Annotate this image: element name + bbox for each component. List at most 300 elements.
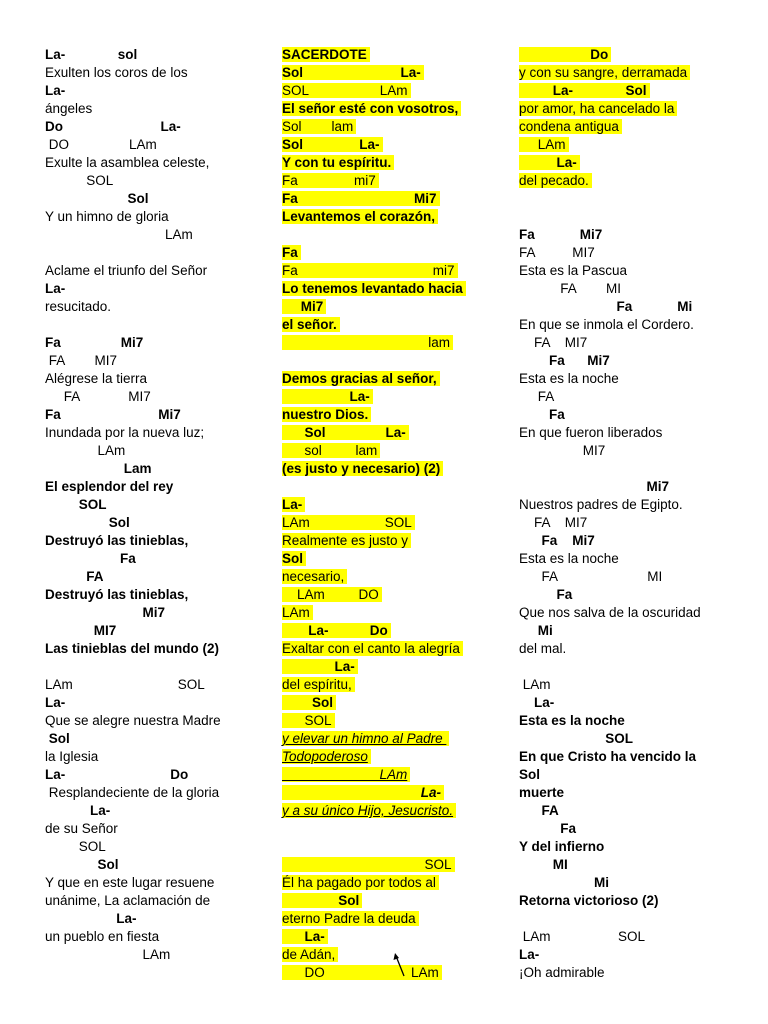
lyric-line: [519, 910, 744, 928]
lyric-line: [519, 802, 744, 820]
lyric-text: SOL LAm: [282, 83, 411, 98]
lyric-text: FA MI7: [519, 335, 588, 350]
lyric-line: [45, 424, 273, 442]
lyric-line: [282, 802, 490, 820]
lyric-line: [519, 892, 744, 910]
lyric-text: La-: [45, 281, 66, 296]
lyric-text: Sol La-: [282, 137, 383, 152]
lyric-line: [45, 712, 273, 730]
lyric-line: [282, 550, 490, 568]
lyric-text: unánime, La aclamación de: [45, 893, 211, 908]
lyric-line: [519, 820, 744, 838]
lyric-line: [45, 244, 273, 262]
lyric-text: La-: [45, 83, 66, 98]
lyric-line: [45, 64, 273, 82]
lyric-text: FA MI7: [519, 515, 588, 530]
lyric-line: [282, 640, 490, 658]
lyric-text: Sol: [45, 857, 119, 872]
lyric-line: [282, 622, 490, 640]
lyric-line: [282, 712, 490, 730]
lyric-line: [45, 802, 273, 820]
lyric-line: [282, 478, 490, 496]
lyric-line: [282, 154, 490, 172]
lyrics-column-left: [45, 46, 273, 964]
lyric-line: [45, 856, 273, 874]
lyric-line: [519, 244, 744, 262]
lyric-line: [45, 892, 273, 910]
lyric-line: [45, 100, 273, 118]
lyric-text: muerte: [519, 785, 565, 800]
lyric-text: MI: [519, 857, 568, 872]
lyric-text: Sol: [519, 767, 541, 782]
lyric-text: La- Sol: [519, 83, 650, 98]
lyric-line: [282, 136, 490, 154]
lyric-line: [45, 694, 273, 712]
lyric-text: LAm: [45, 947, 171, 962]
lyric-line: [519, 586, 744, 604]
lyric-text: nuestro Dios.: [282, 407, 371, 422]
lyric-line: [282, 586, 490, 604]
lyric-text: del mal.: [519, 641, 567, 656]
lyric-line: [45, 388, 273, 406]
lyric-line: [519, 460, 744, 478]
lyric-line: [282, 262, 490, 280]
lyric-text: por amor, ha cancelado la: [519, 101, 677, 116]
lyric-line: [45, 316, 273, 334]
lyric-line: [282, 694, 490, 712]
lyric-text: Destruyó las tinieblas,: [45, 587, 189, 602]
lyric-text: Demos gracias al señor,: [282, 371, 440, 386]
lyric-line: [45, 532, 273, 550]
lyric-text: LAm DO: [282, 587, 382, 602]
lyric-line: [282, 532, 490, 550]
lyric-line: [45, 784, 273, 802]
lyric-text: SOL: [519, 731, 634, 746]
lyric-line: [282, 334, 490, 352]
lyric-text: FA MI: [519, 569, 663, 584]
lyric-text: la Iglesia: [45, 749, 99, 764]
lyric-line: [282, 910, 490, 928]
lyric-text: Sol: [45, 515, 130, 530]
lyric-text: FA MI7: [45, 353, 118, 368]
lyric-line: [282, 892, 490, 910]
lyric-text: Mi7: [282, 299, 326, 314]
lyric-line: [45, 172, 273, 190]
lyric-text: Sol lam: [282, 119, 356, 134]
lyric-text: SOL: [282, 713, 335, 728]
lyric-line: [519, 154, 744, 172]
lyric-text: La-: [282, 659, 358, 674]
lyric-line: [282, 370, 490, 388]
lyric-line: [519, 568, 744, 586]
lyric-line: [45, 748, 273, 766]
lyric-text: Y que en este lugar resuene: [45, 875, 215, 890]
lyric-text: LAm: [282, 605, 313, 620]
lyric-line: [282, 820, 490, 838]
lyric-text: La-: [519, 695, 555, 710]
lyric-text: Que nos salva de la oscuridad: [519, 605, 701, 620]
lyric-text: Fa: [519, 407, 565, 422]
lyric-line: [282, 46, 490, 64]
lyric-text: Sol La-: [282, 65, 424, 80]
lyric-text: LAm: [519, 677, 551, 692]
lyric-line: [282, 838, 490, 856]
lyric-line: [45, 298, 273, 316]
lyric-text: MI7: [45, 623, 117, 638]
lyric-line: [45, 352, 273, 370]
lyric-text: Y un himno de gloria: [45, 209, 169, 224]
lyric-text: y a su único Hijo, Jesucristo.: [282, 803, 456, 818]
lyric-text: LAm: [45, 443, 126, 458]
lyric-text: Alégrese la tierra: [45, 371, 148, 386]
lyric-line: [45, 334, 273, 352]
lyric-line: [519, 766, 744, 784]
lyric-line: [519, 838, 744, 856]
lyric-line: [519, 316, 744, 334]
lyric-line: [519, 172, 744, 190]
lyric-text: Lo tenemos levantado hacia: [282, 281, 466, 296]
lyric-line: [45, 442, 273, 460]
lyric-line: [519, 442, 744, 460]
lyric-text: Y con tu espíritu.: [282, 155, 394, 170]
lyric-line: [282, 316, 490, 334]
lyric-line: [45, 478, 273, 496]
lyric-text: Aclame el triunfo del Señor: [45, 263, 208, 278]
lyric-line: [282, 568, 490, 586]
lyric-line: [45, 406, 273, 424]
lyric-line: [519, 334, 744, 352]
lyric-text: Fa: [519, 587, 573, 602]
lyric-line: [519, 388, 744, 406]
lyric-text: Fa Mi7: [519, 533, 595, 548]
lyric-text: La-: [282, 389, 373, 404]
lyric-line: [45, 550, 273, 568]
lyric-line: [519, 226, 744, 244]
lyric-line: [45, 262, 273, 280]
lyric-line: [45, 658, 273, 676]
lyric-line: [282, 244, 490, 262]
lyric-text: SOL: [282, 857, 455, 872]
lyric-line: [45, 838, 273, 856]
lyric-text: SOL: [45, 497, 107, 512]
lyric-text: En que Cristo ha vencido la: [519, 749, 697, 764]
lyric-text: La- Do: [282, 623, 391, 638]
lyric-line: [45, 676, 273, 694]
lyric-text: En que fueron liberados: [519, 425, 663, 440]
lyric-text: LAm: [45, 227, 193, 242]
lyric-text: Y del infierno: [519, 839, 605, 854]
lyric-line: [282, 406, 490, 424]
lyric-text: La-: [45, 803, 111, 818]
lyric-text: necesario,: [282, 569, 347, 584]
lyric-line: [519, 622, 744, 640]
lyric-line: [519, 640, 744, 658]
lyric-line: [45, 604, 273, 622]
lyric-text: Sol: [45, 731, 70, 746]
lyric-text: Sol: [45, 191, 149, 206]
lyric-text: Destruyó las tinieblas,: [45, 533, 189, 548]
lyric-line: [519, 964, 744, 982]
lyric-text: Exaltar con el canto la alegría: [282, 641, 463, 656]
lyric-line: [519, 874, 744, 892]
lyric-line: [519, 406, 744, 424]
lyric-text: Fa Mi7: [519, 227, 603, 242]
lyric-line: [45, 226, 273, 244]
lyric-text: El señor esté con vosotros,: [282, 101, 461, 116]
lyric-line: [282, 874, 490, 892]
lyric-text: (es justo y necesario) (2): [282, 461, 443, 476]
lyric-line: [519, 748, 744, 766]
lyric-line: [519, 82, 744, 100]
lyric-text: Retorna victorioso (2): [519, 893, 659, 908]
lyric-line: [519, 604, 744, 622]
lyric-line: [282, 64, 490, 82]
lyric-line: [519, 298, 744, 316]
lyric-text: Fa: [45, 551, 136, 566]
lyric-line: [45, 460, 273, 478]
lyric-text: Esta es la Pascua: [519, 263, 628, 278]
lyric-line: [282, 82, 490, 100]
lyric-line: [282, 766, 490, 784]
lyric-line: [45, 640, 273, 658]
lyric-line: [45, 370, 273, 388]
lyric-text: Fa Mi7: [45, 407, 181, 422]
lyric-text: LAm: [519, 137, 569, 152]
lyric-text: Fa Mi7: [282, 191, 440, 206]
lyric-text: La-: [45, 695, 66, 710]
lyric-text: LAm SOL: [519, 929, 646, 944]
lyric-text: ángeles: [45, 101, 93, 116]
lyrics-column-middle: [282, 46, 490, 982]
lyric-text: Do: [519, 47, 611, 62]
lyric-text: La- sol: [45, 47, 138, 62]
lyric-line: [519, 514, 744, 532]
lyric-line: [519, 352, 744, 370]
lyric-line: [45, 766, 273, 784]
lyric-line: [282, 352, 490, 370]
lyric-text: Exulten los coros de los: [45, 65, 188, 80]
lyric-line: [282, 172, 490, 190]
lyric-text: Resplandeciente de la gloria: [45, 785, 220, 800]
lyric-text: del pecado.: [519, 173, 592, 188]
lyric-text: y con su sangre, derramada: [519, 65, 690, 80]
lyric-text: Inundada por la nueva luz;: [45, 425, 205, 440]
lyric-line: [282, 496, 490, 514]
lyric-text: La-: [45, 911, 137, 926]
lyric-text: un pueblo en fiesta: [45, 929, 160, 944]
lyric-text: el señor.: [282, 317, 340, 332]
lyric-text: FA: [519, 803, 559, 818]
lyric-line: [282, 604, 490, 622]
lyric-text: Fa Mi7: [45, 335, 144, 350]
lyric-line: [519, 424, 744, 442]
lyric-line: [282, 208, 490, 226]
lyric-text: y elevar un himno al Padre: [282, 731, 449, 746]
lyric-line: [45, 190, 273, 208]
lyric-line: [45, 46, 273, 64]
lyric-line: [282, 298, 490, 316]
lyric-text: Sol La-: [282, 425, 409, 440]
lyric-line: [45, 280, 273, 298]
lyric-line: [282, 514, 490, 532]
lyric-line: [282, 658, 490, 676]
lyric-text: Mi7: [45, 605, 166, 620]
mouse-arrow-icon: [393, 952, 407, 978]
lyric-text: SOL: [45, 173, 114, 188]
lyric-line: [282, 784, 490, 802]
lyric-text: La-: [519, 155, 580, 170]
lyric-text: FA: [519, 389, 555, 404]
lyric-text: LAm SOL: [282, 515, 415, 530]
lyric-line: [282, 676, 490, 694]
lyric-line: [519, 496, 744, 514]
lyric-text: MI7: [519, 443, 606, 458]
lyric-line: [519, 532, 744, 550]
lyric-line: [519, 694, 744, 712]
lyric-line: [45, 568, 273, 586]
lyric-line: [519, 784, 744, 802]
lyric-line: [519, 658, 744, 676]
lyric-line: [519, 100, 744, 118]
lyric-text: Lam: [45, 461, 152, 476]
lyric-line: [519, 928, 744, 946]
lyric-text: FA MI7: [45, 389, 151, 404]
lyric-line: [519, 856, 744, 874]
lyric-text: La-: [282, 785, 444, 800]
lyric-line: [282, 100, 490, 118]
lyric-text: Esta es la noche: [519, 551, 619, 566]
lyric-text: Fa: [519, 821, 577, 836]
lyric-text: FA MI7: [519, 245, 595, 260]
lyric-line: [519, 208, 744, 226]
lyric-text: Realmente es justo y: [282, 533, 411, 548]
lyric-line: [45, 820, 273, 838]
lyric-text: Sol: [282, 551, 306, 566]
lyrics-column-right: [519, 46, 744, 982]
lyric-text: Todopoderoso: [282, 749, 371, 764]
lyric-text: DO LAm: [282, 965, 442, 980]
lyric-text: Mi7: [519, 479, 670, 494]
lyric-line: [519, 370, 744, 388]
lyric-text: condena antigua: [519, 119, 622, 134]
lyric-text: Sol: [282, 893, 362, 908]
lyric-line: [282, 730, 490, 748]
lyric-line: [519, 712, 744, 730]
lyric-line: [45, 118, 273, 136]
lyric-line: [519, 64, 744, 82]
lyric-text: Esta es la noche: [519, 371, 619, 386]
lyric-text: Fa Mi: [519, 299, 693, 314]
lyric-line: [282, 928, 490, 946]
lyric-line: [45, 946, 273, 964]
lyric-line: [45, 928, 273, 946]
lyric-line: [282, 964, 490, 982]
lyric-text: SACERDOTE: [282, 47, 370, 62]
lyric-line: [519, 280, 744, 298]
lyric-text: eterno Padre la deuda: [282, 911, 419, 926]
lyric-text: La-: [282, 497, 305, 512]
lyric-line: [519, 190, 744, 208]
lyric-text: Las tinieblas del mundo (2): [45, 641, 220, 656]
lyric-line: [45, 208, 273, 226]
lyric-line: [282, 460, 490, 478]
lyric-line: [45, 874, 273, 892]
lyric-line: [45, 622, 273, 640]
lyric-text: sol lam: [282, 443, 380, 458]
lyric-text: Levantemos el corazón,: [282, 209, 438, 224]
lyric-line: [519, 550, 744, 568]
lyric-text: ¡Oh admirable: [519, 965, 605, 980]
lyric-text: lam: [282, 335, 453, 350]
lyric-text: Que se alegre nuestra Madre: [45, 713, 221, 728]
lyric-text: FA: [45, 569, 104, 584]
lyric-line: [519, 118, 744, 136]
lyric-line: [45, 910, 273, 928]
lyric-text: Mi: [519, 875, 610, 890]
lyric-text: Fa mi7: [282, 173, 379, 188]
lyric-text: del espíritu,: [282, 677, 355, 692]
lyric-text: Nuestros padres de Egipto.: [519, 497, 683, 512]
lyric-text: Fa Mi7: [519, 353, 610, 368]
lyric-text: Él ha pagado por todos al: [282, 875, 439, 890]
lyric-text: En que se inmola el Cordero.: [519, 317, 694, 332]
lyric-line: [45, 82, 273, 100]
lyric-text: Mi: [519, 623, 553, 638]
lyric-line: [282, 388, 490, 406]
lyric-text: LAm SOL: [45, 677, 205, 692]
lyric-text: Sol: [282, 695, 336, 710]
lyric-line: [282, 424, 490, 442]
lyric-text: Do La-: [45, 119, 181, 134]
lyric-text: Esta es la noche: [519, 713, 625, 728]
lyric-line: [45, 586, 273, 604]
lyric-text: El esplendor del rey: [45, 479, 174, 494]
lyric-text: resucitado.: [45, 299, 112, 314]
lyric-text: SOL: [45, 839, 106, 854]
lyric-line: [45, 136, 273, 154]
lyric-line: [282, 946, 490, 964]
lyric-line: [519, 478, 744, 496]
lyric-line: [282, 442, 490, 460]
lyric-line: [519, 136, 744, 154]
lyric-text: Fa: [282, 245, 301, 260]
lyric-text: DO LAm: [45, 137, 157, 152]
lyric-text: Fa mi7: [282, 263, 458, 278]
lyric-line: [519, 946, 744, 964]
lyric-text: La-: [519, 947, 540, 962]
lyric-text: LAm: [282, 767, 410, 782]
lyric-line: [519, 730, 744, 748]
lyric-line: [282, 226, 490, 244]
lyric-line: [282, 118, 490, 136]
lyric-line: [519, 46, 744, 64]
lyric-text: FA MI: [519, 281, 622, 296]
lyric-line: [282, 190, 490, 208]
lyric-line: [519, 676, 744, 694]
lyric-line: [45, 730, 273, 748]
lyric-text: de su Señor: [45, 821, 118, 836]
lyric-line: [45, 514, 273, 532]
lyric-line: [45, 154, 273, 172]
lyric-text: Exulte la asamblea celeste,: [45, 155, 210, 170]
lyric-line: [45, 496, 273, 514]
lyric-line: [519, 262, 744, 280]
lyric-line: [282, 280, 490, 298]
lyric-text: La- Do: [45, 767, 189, 782]
lyric-line: [282, 748, 490, 766]
lyric-line: [282, 856, 490, 874]
lyric-text: de Adán,: [282, 947, 338, 962]
